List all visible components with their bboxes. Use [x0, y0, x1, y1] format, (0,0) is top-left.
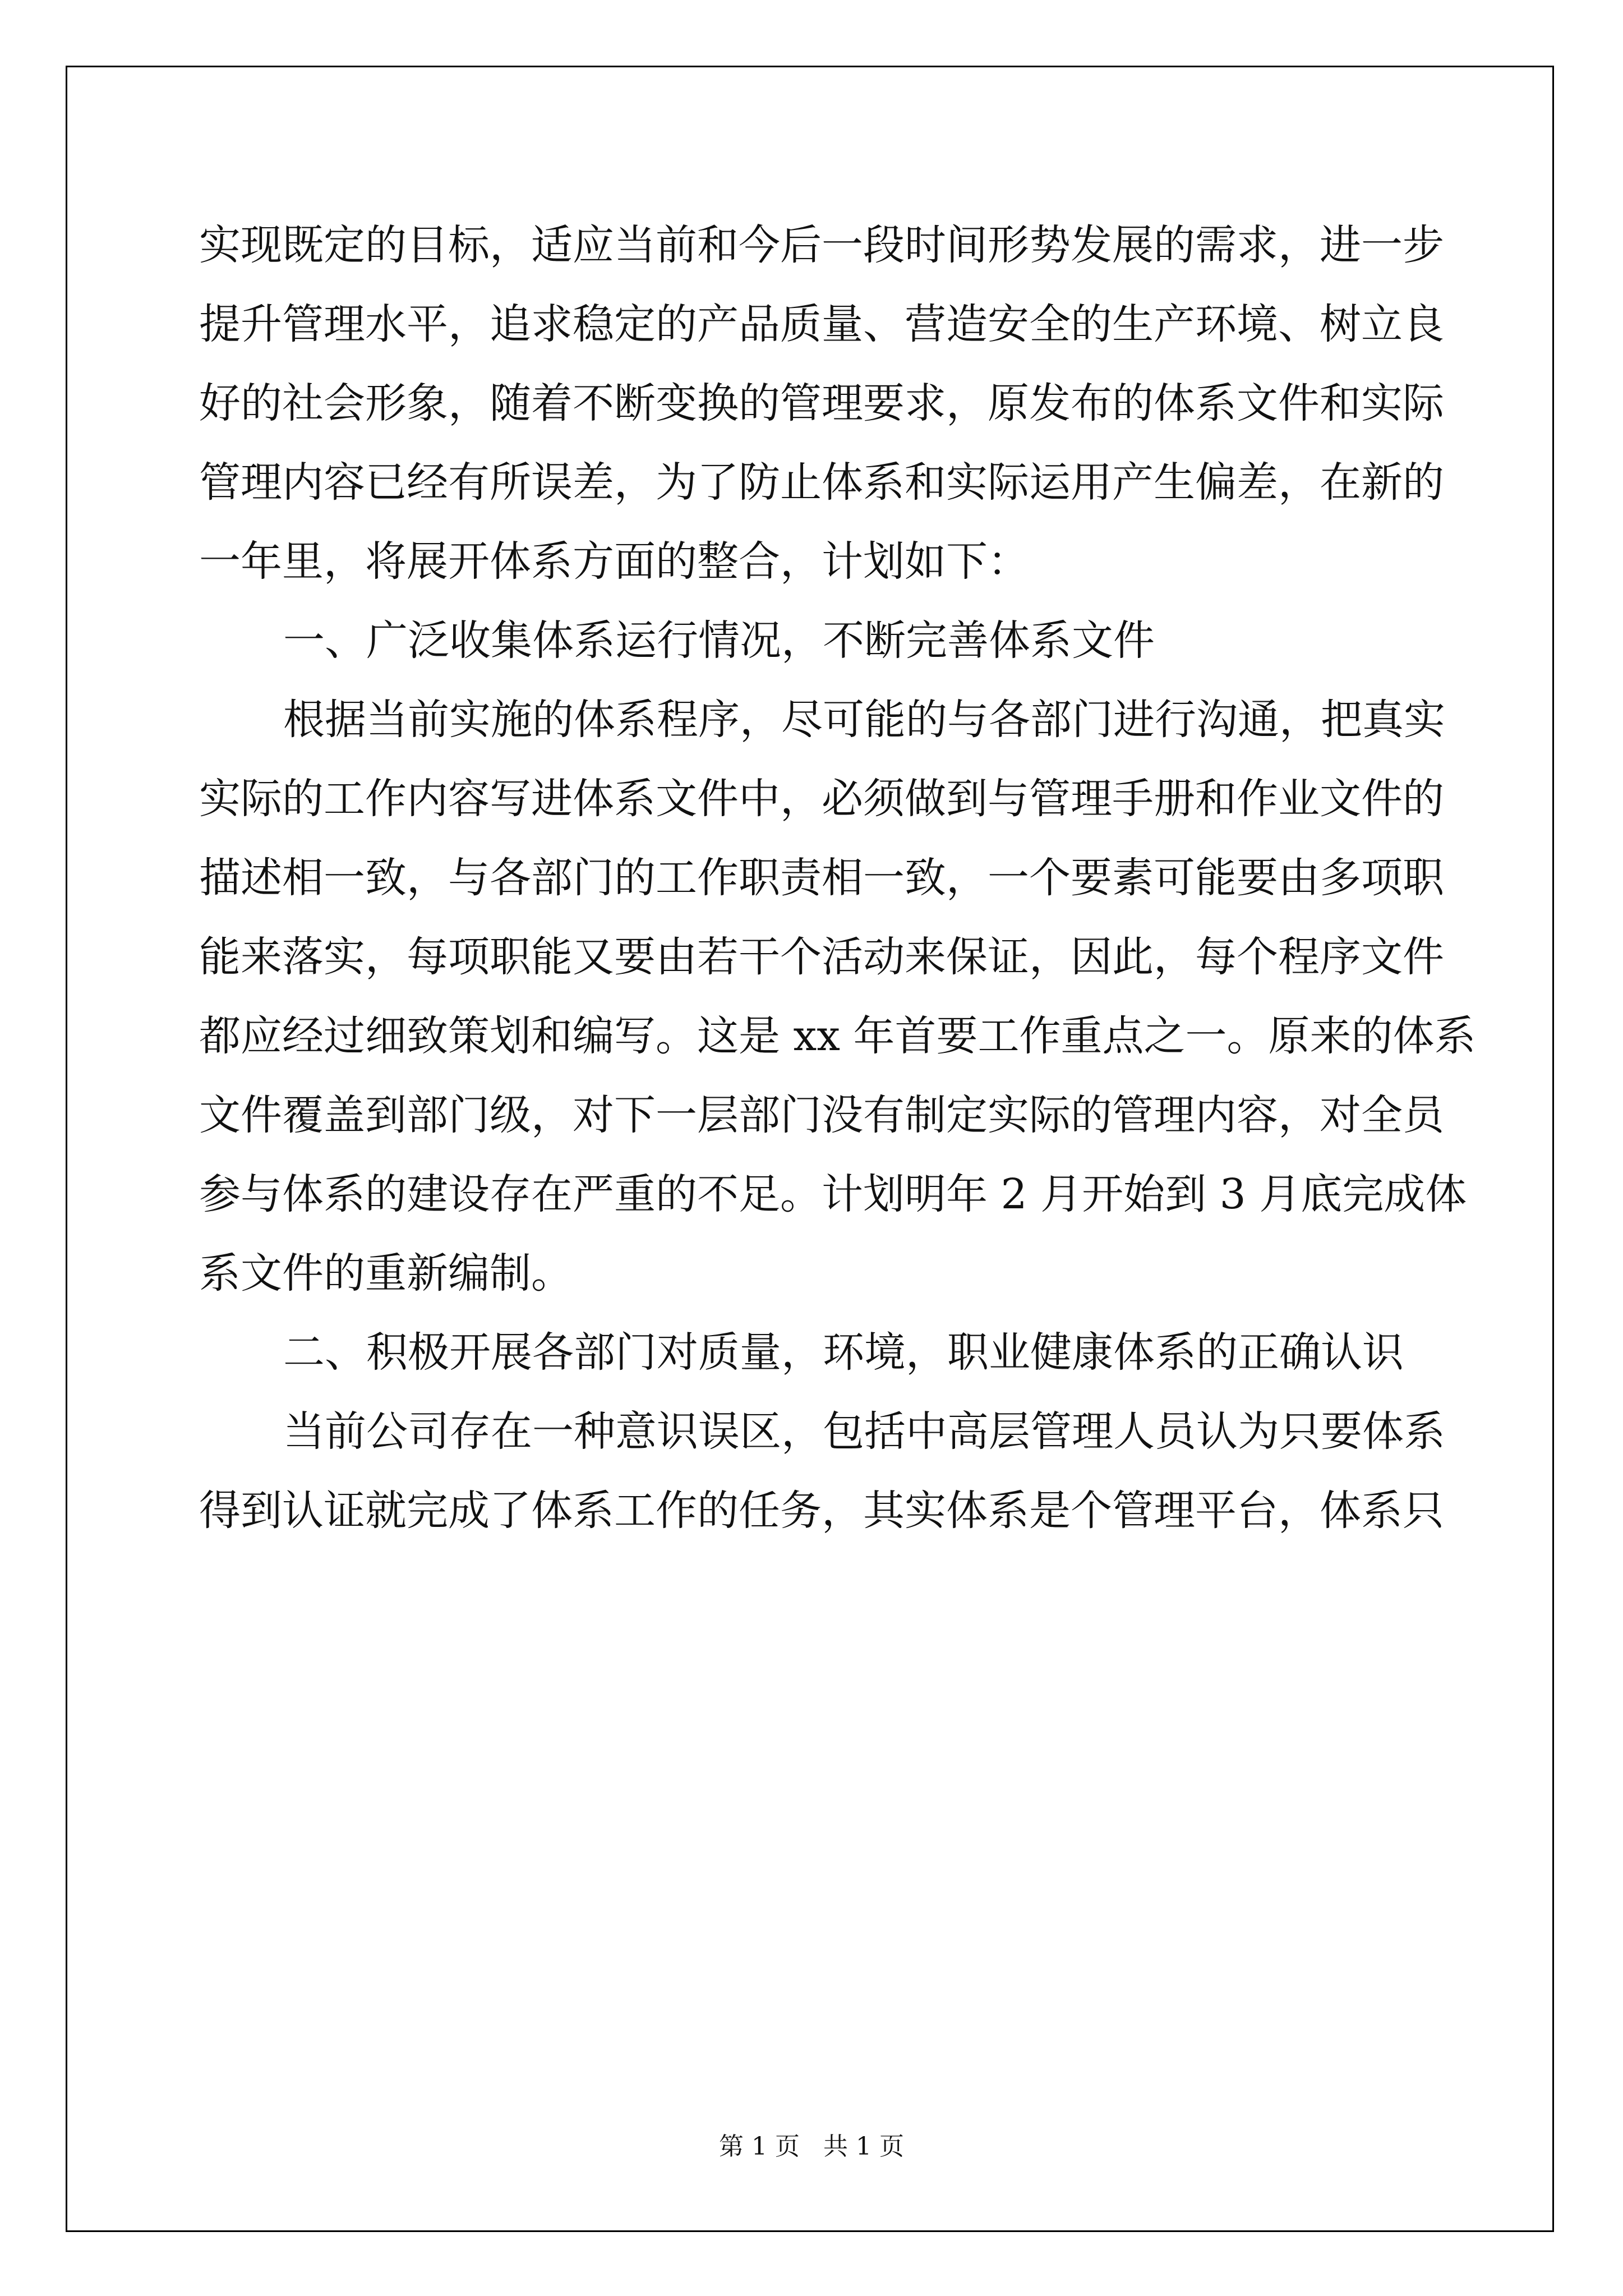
text-line: 都应经过细致策划和编写。这是 xx 年首要工作重点之一。原来的体系: [199, 1012, 1476, 1060]
text-line: 提升管理水平，追求稳定的产品质量、营造安全的生产环境、树立良: [199, 300, 1444, 348]
text-line: 文件覆盖到部门级，对下一层部门没有制定实际的管理内容，对全员: [199, 1091, 1444, 1139]
text-line: 参与体系的建设存在严重的不足。计划明年 2 月开始到 3 月底完成体: [199, 1170, 1467, 1218]
text-line: 描述相一致，与各部门的工作职责相一致，一个要素可能要由多项职: [199, 854, 1444, 902]
text-line: 能来落实，每项职能又要由若干个活动来保证，因此，每个程序文件: [199, 933, 1444, 981]
text-line: 一年里，将展开体系方面的整合，计划如下：: [199, 537, 1029, 586]
text-line: 管理内容已经有所误差，为了防止体系和实际运用产生偏差，在新的: [199, 458, 1444, 507]
page-footer: 第 1 页 共 1 页: [719, 2132, 904, 2161]
section-heading-2: 二、积极开展各部门对质量，环境，职业健康体系的正确认识: [283, 1328, 1404, 1377]
text-line: 系文件的重新编制。: [199, 1249, 573, 1297]
text-line: 得到认证就完成了体系工作的任务，其实体系是个管理平台，体系只: [199, 1487, 1444, 1535]
text-line: 当前公司存在一种意识误区，包括中高层管理人员认为只要体系: [283, 1407, 1445, 1456]
text-line: 根据当前实施的体系程序，尽可能的与各部门进行沟通，把真实: [283, 696, 1445, 744]
text-line: 实际的工作内容写进体系文件中，必须做到与管理手册和作业文件的: [199, 775, 1444, 823]
text-line: 好的社会形象，随着不断变换的管理要求，原发布的体系文件和实际: [199, 379, 1444, 427]
section-heading-1: 一、广泛收集体系运行情况，不断完善体系文件: [283, 616, 1155, 665]
text-line: 实现既定的目标，适应当前和今后一段时间形势发展的需求，进一步: [199, 221, 1444, 269]
